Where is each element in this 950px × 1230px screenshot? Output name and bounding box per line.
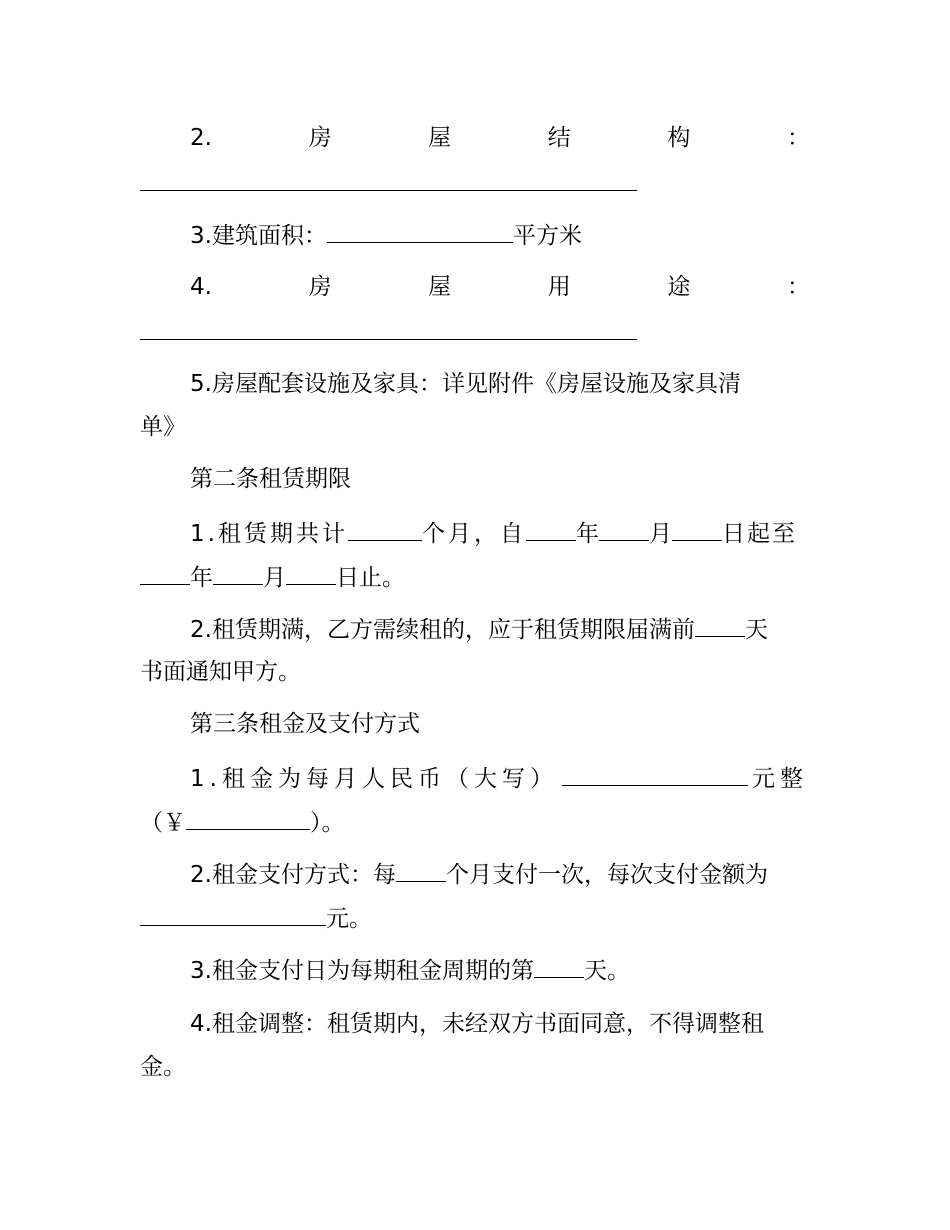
article2-p2-line2: 书面通知甲方。 — [140, 659, 301, 685]
item2-char: 结 — [547, 125, 571, 151]
text: 1.租赁期共计 — [190, 521, 348, 547]
article3-p1-line1 — [140, 763, 810, 794]
text: 日止。 — [336, 565, 405, 591]
article3-title: 第三条租金及支付方式 — [190, 711, 420, 737]
item4-number: 4. — [190, 274, 212, 300]
structure-blank[interactable] — [140, 168, 637, 191]
article3-p4-line2: 金。 — [140, 1054, 186, 1080]
text: 年 — [190, 565, 213, 591]
item4-char: 途 — [667, 274, 691, 300]
text: 2.租金支付方式：每 — [190, 862, 396, 888]
text: 个月支付一次，每次支付金额为 — [445, 862, 768, 888]
text: 天 — [744, 617, 768, 643]
end-month-blank[interactable] — [213, 562, 263, 585]
article2-p1-line1 — [140, 518, 810, 549]
article3-p4-line1: 4.租金调整：租赁期内，未经双方书面同意，不得调整租 — [190, 1011, 764, 1037]
item5-line1: 5.房屋配套设施及家具：详见附件《房屋设施及家具清 — [190, 371, 741, 397]
area-blank[interactable] — [327, 220, 513, 243]
item3-label: 3.建筑面积： — [190, 223, 327, 249]
item2-char: 屋 — [428, 125, 452, 151]
item3-unit: 平方米 — [512, 223, 582, 249]
rent-amount-blank[interactable] — [186, 807, 310, 830]
article3-p2-line1 — [140, 859, 810, 890]
text: 月 — [263, 565, 286, 591]
article3-p1-line2 — [140, 807, 810, 838]
article2-p1-line2 — [140, 562, 810, 593]
text: 年 — [575, 521, 599, 547]
start-year-blank[interactable] — [526, 518, 576, 541]
item4-char: 用 — [547, 274, 571, 300]
item2-line — [140, 123, 810, 153]
article3-p2-line2 — [140, 903, 810, 934]
text: ）。 — [310, 810, 345, 836]
text: 3.租金支付日为每期租金周期的第 — [190, 958, 534, 984]
text: 1.租金为每月人民币（大写） — [190, 766, 558, 792]
text: （￥ — [140, 810, 186, 836]
text: 个月，自 — [421, 521, 526, 547]
end-year-blank[interactable] — [140, 562, 190, 585]
article2-title: 第二条租赁期限 — [190, 466, 351, 492]
item2-number: 2. — [190, 125, 212, 151]
item2-colon: ： — [787, 125, 810, 151]
text: 天。 — [583, 958, 630, 984]
payment-interval-blank[interactable] — [396, 859, 446, 882]
text: 元整 — [751, 766, 808, 792]
article3-p3 — [140, 955, 810, 986]
item2-char: 构 — [667, 125, 691, 151]
text: 月 — [648, 521, 672, 547]
item2-char: 房 — [308, 125, 332, 151]
item4-char: 房 — [308, 274, 332, 300]
rent-uppercase-blank[interactable] — [562, 763, 748, 786]
notice-days-blank[interactable] — [695, 614, 745, 637]
item4-char: 屋 — [428, 274, 452, 300]
item4-line — [140, 272, 810, 302]
payment-day-blank[interactable] — [534, 955, 584, 978]
item4-colon: ： — [787, 274, 810, 300]
start-day-blank[interactable] — [672, 518, 722, 541]
item5-line2: 单》 — [140, 414, 186, 440]
text: 元。 — [326, 906, 372, 932]
item2-blank-line — [140, 168, 810, 199]
text: 日起至 — [721, 521, 797, 547]
payment-amount-blank[interactable] — [140, 903, 326, 926]
end-day-blank[interactable] — [286, 562, 336, 585]
item4-blank-line — [140, 317, 810, 348]
start-month-blank[interactable] — [599, 518, 649, 541]
item3-line — [140, 220, 810, 251]
usage-blank[interactable] — [140, 317, 637, 340]
months-blank[interactable] — [348, 518, 422, 541]
article2-p2-line1 — [140, 614, 810, 645]
text: 2.租赁期满，乙方需续租的，应于租赁期限届满前 — [190, 617, 695, 643]
